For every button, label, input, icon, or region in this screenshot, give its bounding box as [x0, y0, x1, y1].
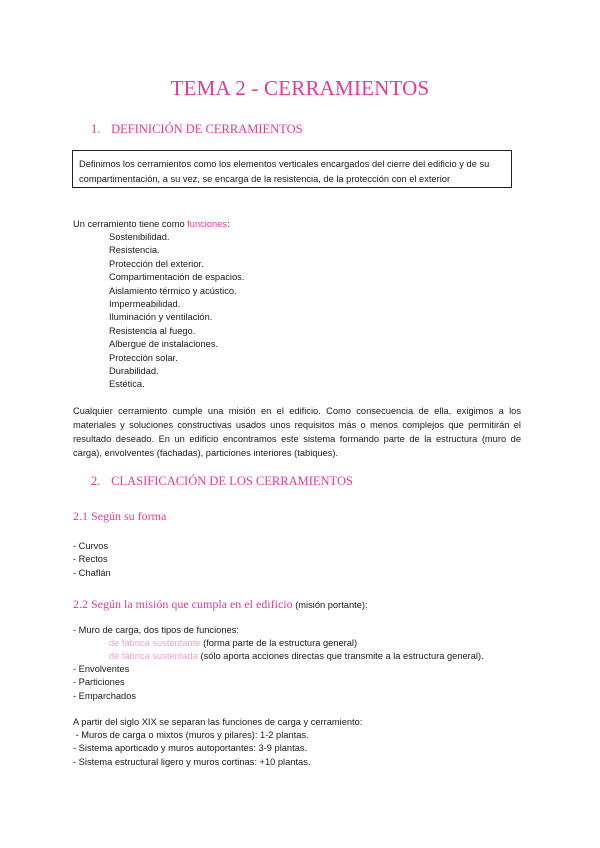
section-1-number: 1.: [91, 122, 101, 136]
fabrica-sustentante-text: (forma parte de la estructura general): [200, 638, 358, 648]
section-2-title: CLASIFICACIÓN DE LOS CERRAMIENTOS: [111, 474, 353, 488]
list-item: Resistencia al fuego.: [109, 325, 196, 336]
siglo-intro: A partir del siglo XIX se separan las funciones de carga y cerramiento:: [73, 717, 363, 727]
list-item: Estética.: [109, 379, 145, 390]
definition-text: Definimos los cerramientos como los elementos verticales encargados del cierre del edificio y de su compartimentación, a su vez, se encarga de la resistencia, de la protección con el exterior: [79, 159, 490, 184]
list-item: Protección del exterior.: [109, 258, 204, 269]
list-item: - Sistema aporticado y muros autoportantes: 3-9 plantas.: [73, 743, 308, 754]
muro-carga-item: - Muro de carga, dos tipos de funciones:: [73, 625, 239, 635]
list-item: - Emparchados: [73, 690, 137, 701]
subsection-2-2-suffix: (misión portante):: [292, 600, 368, 610]
section-2-heading: [91, 474, 353, 489]
fabrica-sustentada-item: [109, 651, 484, 661]
funciones-intro: [73, 218, 230, 231]
list-item: Sostenibilidad.: [109, 232, 170, 242]
subsection-2-2: [73, 597, 368, 612]
list-item: - Particiones: [73, 677, 125, 688]
list-item: - Chaflán: [73, 567, 111, 578]
list-item: Durabilidad.: [109, 366, 159, 377]
fabrica-sustentante-label: de fábrica sustentante: [109, 638, 201, 648]
list-item: - Curvos: [73, 541, 109, 551]
list-item: - Envolventes: [73, 664, 130, 674]
fabrica-sustentada-text: (sólo aporta acciones directas que transmite a la estructura general).: [197, 651, 484, 661]
forma-list: [73, 540, 111, 580]
list-item: Resistencia.: [109, 245, 160, 256]
section-1-title: DEFINICIÓN DE CERRAMIENTOS: [111, 122, 303, 136]
list-item: Impermeabilidad.: [109, 299, 181, 310]
paragraph-mision: Cualquier cerramiento cumple una misión en el edificio. Como consecuencia de ella, exigimos a los materiales y soluciones constructivas usados unos requisitos más o menos complejos que permitirán el resultado deseado. En un edificio encontramos este sistema formando parte de la estructura (muro de carga), envolventes (fachadas), particiones interiores (tabiques).: [73, 406, 521, 458]
page-title: TEMA 2 - CERRAMIENTOS: [170, 76, 430, 100]
funciones-intro-text: Un cerramiento tiene como: [73, 219, 188, 229]
subsection-2-1: 2.1 Según su forma: [73, 509, 167, 523]
fabrica-sustentada-label: de fábrica sustentada: [109, 651, 198, 661]
list-item: Compartimentación de espacios.: [109, 272, 245, 283]
subsection-2-2-title: 2.2 Según la misión que cumpla en el edificio: [73, 597, 293, 611]
section-1-heading: [91, 122, 303, 137]
list-item: - Muros de carga o mixtos (muros y pilares): 1-2 plantas.: [73, 730, 309, 740]
funciones-list: [109, 231, 244, 392]
mision-other-list: [73, 663, 136, 703]
funciones-colon: :: [227, 219, 230, 229]
list-item: - Rectos: [73, 554, 108, 565]
funciones-highlight: funciones: [187, 219, 228, 229]
list-item: Iluminación y ventilación.: [109, 312, 213, 323]
siglo-list: [73, 729, 310, 769]
list-item: Albergue de instalaciones.: [109, 339, 219, 350]
fabrica-sustentante-item: [109, 638, 357, 648]
definition-box: [72, 150, 512, 188]
list-item: Aislamiento térmico y acústico.: [109, 285, 237, 296]
list-item: - Sistema estructural ligero y muros cortinas: +10 plantas.: [73, 756, 311, 767]
section-2-number: 2.: [91, 474, 101, 488]
list-item: Protección solar.: [109, 352, 178, 363]
